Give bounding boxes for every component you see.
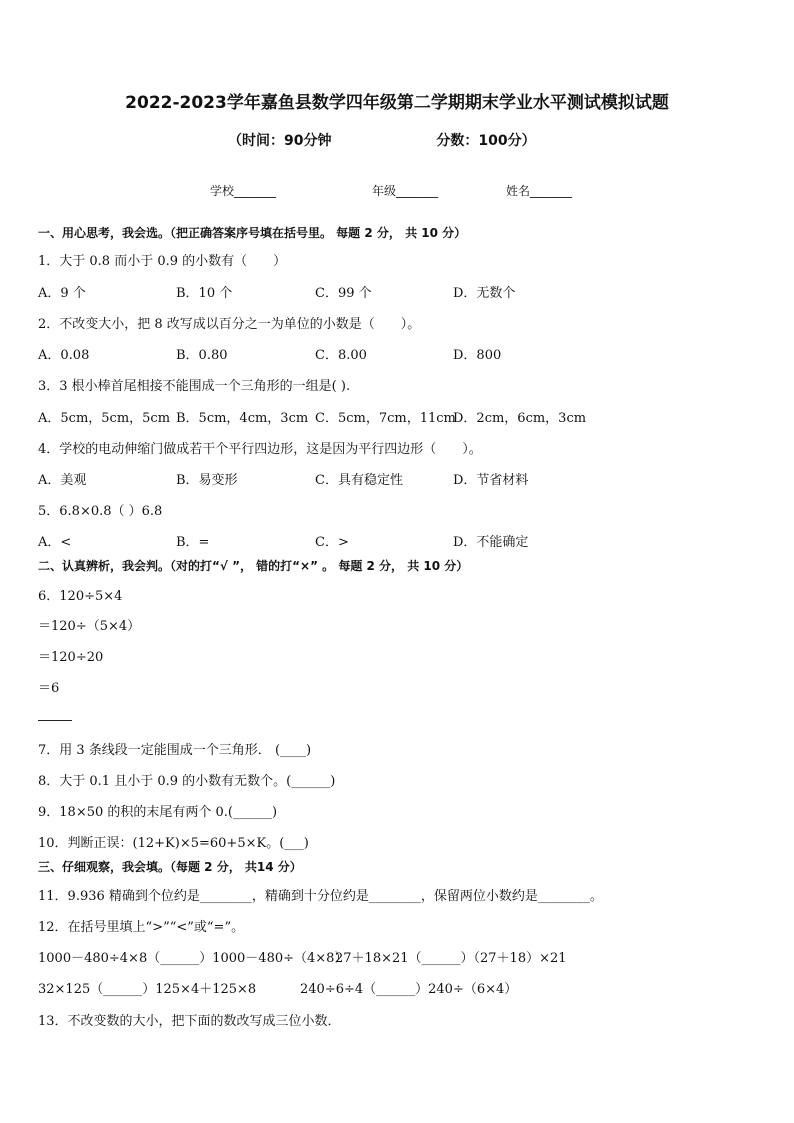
question-3: 3．3 根小棒首尾相接不能围成一个三角形的一组是( ). [38,379,351,394]
time-limit: （时间：90分钟 [228,133,332,149]
section-2-heading: 二、认真辨析，我会判。（对的打“√ ”， 错的打“×” 。 每题 2 分， 共 10 分） [38,559,469,573]
option-b: B．10 个 [176,286,233,301]
option-c: C．> [315,535,349,550]
question-12: 12．在括号里填上“>”“<”或“=”。 [38,920,245,935]
option-c: C．具有稳定性 [315,473,403,488]
question-13: 13．不改变数的大小，把下面的数改写成三位小数． [38,1014,341,1029]
school-field: 学校_______ [210,184,277,198]
option-c: C．99 个 [315,286,372,301]
grade-field: 年级_______ [372,184,439,198]
option-a: A．美观 [38,473,87,488]
answer-blank-line [38,720,72,721]
option-a: A．5cm，5cm，5cm [38,411,171,426]
option-a: A．< [38,535,72,550]
total-score: 分数：100分） [436,133,536,149]
question-5: 5．6.8×0.8（ ）6.8 [38,504,163,519]
question-11: 11．9.936 精确到个位约是________，精确到十分位约是________，保留两位小数约是________。 [38,889,603,904]
comparison-d: 240÷6÷4（______）240÷（6×4） [300,982,518,997]
comparison-b: 27＋18×21（______）（27＋18）×21 [335,951,567,966]
section-3-heading: 三、仔细观察，我会填。（每题 2 分， 共14 分） [38,860,302,874]
option-d: D．节省材料 [453,473,529,488]
section-1-heading: 一、用心思考，我会选。（把正确答案序号填在括号里。 每题 2 分， 共 10 分） [38,226,467,240]
option-b: B．易变形 [176,473,238,488]
page-title: 2022-2023学年嘉鱼县数学四年级第二学期期末学业水平测试模拟试题 [125,93,669,113]
question-2: 2．不改变大小，把 8 改写成以百分之一为单位的小数是（ ）。 [38,317,421,332]
comparison-a: 1000－480÷4×8（______）1000－480÷（4×8） [38,951,348,966]
question-6-line-1: 6．120÷5×4 [38,589,123,604]
option-d: D．不能确定 [453,535,529,550]
question-7: 7．用 3 条线段一定能围成一个三角形． (____) [38,743,312,758]
question-6-line-2: ＝120÷（5×4） [38,619,141,634]
option-c: C．5cm，7cm，11cm [315,411,456,426]
option-c: C．8.00 [315,348,367,363]
question-6-line-4: ＝6 [38,681,60,696]
question-4: 4．学校的电动伸缩门做成若干个平行四边形，这是因为平行四边形（ ）。 [38,442,482,457]
comparison-c: 32×125（______）125×4＋125×8 [38,982,257,997]
question-1: 1．大于 0.8 而小于 0.9 的小数有（ ） [38,254,287,269]
option-a: A．0.08 [38,348,90,363]
option-a: A．9 个 [38,286,86,301]
question-6-line-3: ＝120÷20 [38,650,104,665]
question-10: 10．判断正误：(12+K)×5=60+5×K。(___) [38,836,309,851]
name-field: 姓名_______ [506,184,573,198]
option-d: D．2cm，6cm，3cm [453,411,587,426]
option-b: B．= [176,535,210,550]
exam-meta [228,130,536,150]
option-b: B．5cm，4cm，3cm [176,411,309,426]
option-d: D．800 [453,348,502,363]
option-b: B．0.80 [176,348,228,363]
question-9: 9．18×50 的积的末尾有两个 0.(______) [38,805,278,820]
question-8: 8．大于 0.1 且小于 0.9 的小数有无数个。(______) [38,774,336,789]
option-d: D．无数个 [453,286,516,301]
